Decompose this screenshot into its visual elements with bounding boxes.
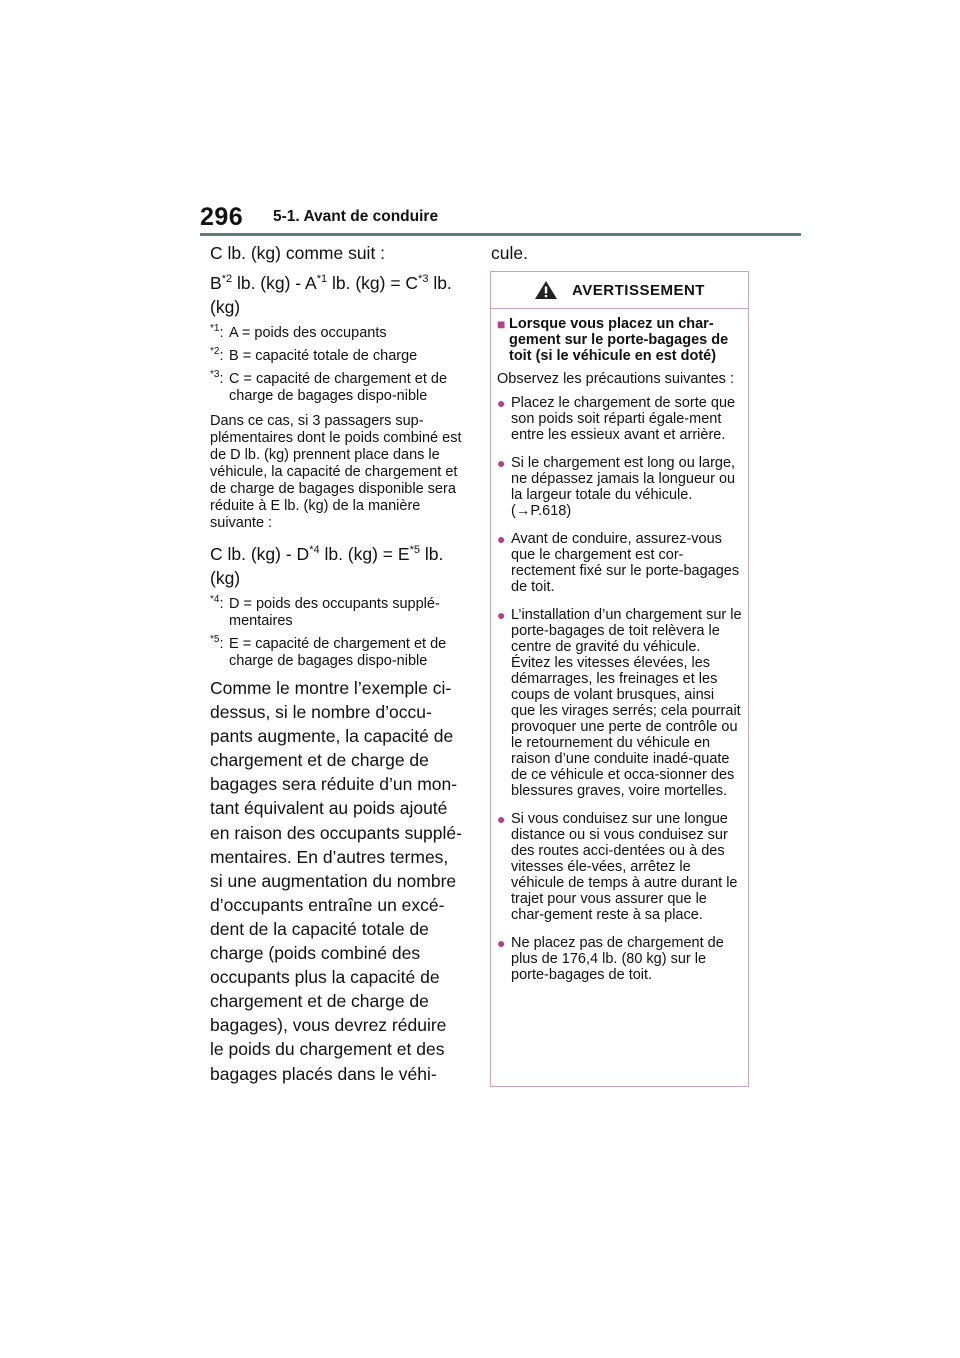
body-line: dessus, si le nombre d’occu- <box>210 702 432 723</box>
warning-bullet <box>497 811 742 923</box>
formula-term: lb. (kg) - A <box>232 273 317 293</box>
square-bullet-icon: ■ <box>497 316 506 332</box>
footnote: $^{*1}$: A = poids des occupants <box>210 323 387 341</box>
footnote-mark: *4 <box>210 594 220 606</box>
footnote-mark: *1 <box>210 323 220 335</box>
warning-bullet <box>497 531 742 595</box>
warning-header <box>491 272 748 309</box>
body-paragraph <box>210 676 466 1086</box>
page-number: 296 <box>200 203 244 231</box>
explanation-paragraph: Dans ce cas, si 3 passagers sup-plémentaires dont le poids combiné est de D lb. (kg) prennent place dans le véhicule, la capacité de chargement et de charge de bagages disponible sera réduite à E lb. (kg) de la manière suivante : <box>210 413 462 531</box>
formula-term: B <box>210 273 222 293</box>
footnote: $^{*4}$: D = poids des occupants supplé-mentaires <box>210 596 466 630</box>
bullet-text: L’installation d’un chargement sur le porte-bagages de toit relèvera le centre de gravité du véhicule. Évitez les vitesses élevées, les démarrages, les freinages et les coups de volant brusques, ainsi que les virages serrés; cela pourrait provoquer une perte de contrôle ou le retournement du véhicule en raison d’une conduite inadé-quate de ce véhicule et occa-sionner des blessures graves, voire mortelles. <box>511 607 742 799</box>
warning-heading <box>497 316 742 364</box>
body-line: bagages sera réduite d’un mon- <box>210 774 458 795</box>
body-line: Comme le montre l’exemple ci- <box>210 678 452 698</box>
body-line: bagages), vous devrez réduire <box>210 1015 447 1036</box>
bullet-dot-icon: ● <box>497 455 506 471</box>
bullet-dot-icon: ● <box>497 811 506 827</box>
formula-term: C lb. (kg) - D <box>210 544 310 564</box>
body-line: pants augmente, la capacité de <box>210 726 454 747</box>
bullet-text: Placez le chargement de sorte que son poids soit réparti égale-ment entre les essieux avant et arrière. <box>511 395 736 443</box>
footnote-mark: *3 <box>210 369 220 381</box>
formula-1 <box>210 271 466 319</box>
formula-term: lb. (kg) = E <box>319 544 410 564</box>
body-line: chargement et de charge de <box>210 991 429 1012</box>
footnote-ref: *3 <box>418 273 429 286</box>
footnote-ref: *1 <box>316 273 328 286</box>
warning-box <box>490 271 749 1087</box>
warning-bullet <box>497 607 742 799</box>
formula-term: lb. (kg) <box>210 544 444 588</box>
intro-line: C lb. (kg) comme suit : <box>210 243 386 263</box>
footnote: $^{*5}$: E = capacité de chargement et de charge de bagages dispo-nible <box>210 636 466 670</box>
continuation-text: cule. <box>491 243 528 263</box>
body-line: si une augmentation du nombre <box>210 870 457 891</box>
body-line: bagages placés dans le véhi- <box>210 1063 437 1084</box>
bullet-dot-icon: ● <box>497 531 506 547</box>
formula-term: lb. (kg) <box>210 273 452 317</box>
warning-title: AVERTISSEMENT <box>572 281 705 299</box>
footnote-mark: *2 <box>210 346 220 358</box>
body-line: chargement et de charge de <box>210 750 429 771</box>
section-title: 5-1. Avant de conduire <box>273 208 439 225</box>
bullet-dot-icon: ● <box>497 607 506 623</box>
bullet-dot-icon: ● <box>497 935 506 951</box>
footnote-text: B = capacité totale de charge <box>229 348 418 364</box>
body-line: mentaires. En d’autres termes, <box>210 846 449 867</box>
body-line: d’occupants entraîne un excé- <box>210 894 445 915</box>
warning-heading-text: Lorsque vous placez un char-gement sur le porte-bagages de toit (si le véhicule en est doté) <box>509 316 729 364</box>
bullet-dot-icon: ● <box>497 395 506 411</box>
footnote-ref: *4 <box>309 544 320 557</box>
formula-term: lb. (kg) = C <box>327 273 419 293</box>
header-rule <box>200 233 801 236</box>
body-line: le poids du chargement et des <box>210 1039 445 1060</box>
left-column <box>210 241 466 1086</box>
footnote-text: A = poids des occupants <box>229 325 387 341</box>
footnote: $^{*3}$: C = capacité de chargement et de charge de bagages dispo-nible <box>210 371 466 405</box>
warning-bullet <box>497 935 742 983</box>
formula-2 <box>210 542 466 590</box>
body-line: en raison des occupants supplé- <box>210 822 462 843</box>
footnote-text: C = capacité de chargement et de charge de bagages dispo-nible <box>229 371 448 404</box>
body-line: charge (poids combiné des <box>210 943 421 964</box>
footnote-text: E = capacité de chargement et de charge de bagages dispo-nible <box>229 636 447 669</box>
footnote-mark: *5 <box>210 634 220 646</box>
bullet-text: Ne placez pas de chargement de plus de 176,4 lb. (80 kg) sur le porte-bagages de toit. <box>511 935 724 983</box>
bullet-text: Si le chargement est long ou large, ne dépassez jamais la longueur ou la largeur totale du véhicule. (→P.618) <box>511 455 736 519</box>
footnote: $^{*2}$: B = capacité totale de charge <box>210 346 418 364</box>
bullet-text: Avant de conduire, assurez-vous que le chargement est cor-rectement fixé sur le porte-bagages de toit. <box>511 531 740 595</box>
footnote-ref: *2 <box>221 273 233 286</box>
footnote-ref: *5 <box>409 544 420 557</box>
body-line: dent de la capacité totale de <box>210 918 429 939</box>
warning-triangle-icon <box>534 280 558 300</box>
bullet-text: Si vous conduisez sur une longue distance ou si vous conduisez sur des routes acci-dentées ou à des vitesses éle-vées, arrêtez le véhicule de temps à autre durant le trajet pour vous assurer que le char-gement reste à sa place. <box>511 811 738 923</box>
body-line: occupants plus la capacité de <box>210 967 440 988</box>
warning-intro: Observez les précautions suivantes : <box>497 371 734 387</box>
warning-bullet <box>497 395 742 443</box>
warning-bullet <box>497 455 742 519</box>
body-line: tant équivalent au poids ajouté <box>210 798 448 819</box>
warning-body <box>491 309 748 983</box>
footnote-text: D = poids des occupants supplé-mentaires <box>229 596 440 629</box>
